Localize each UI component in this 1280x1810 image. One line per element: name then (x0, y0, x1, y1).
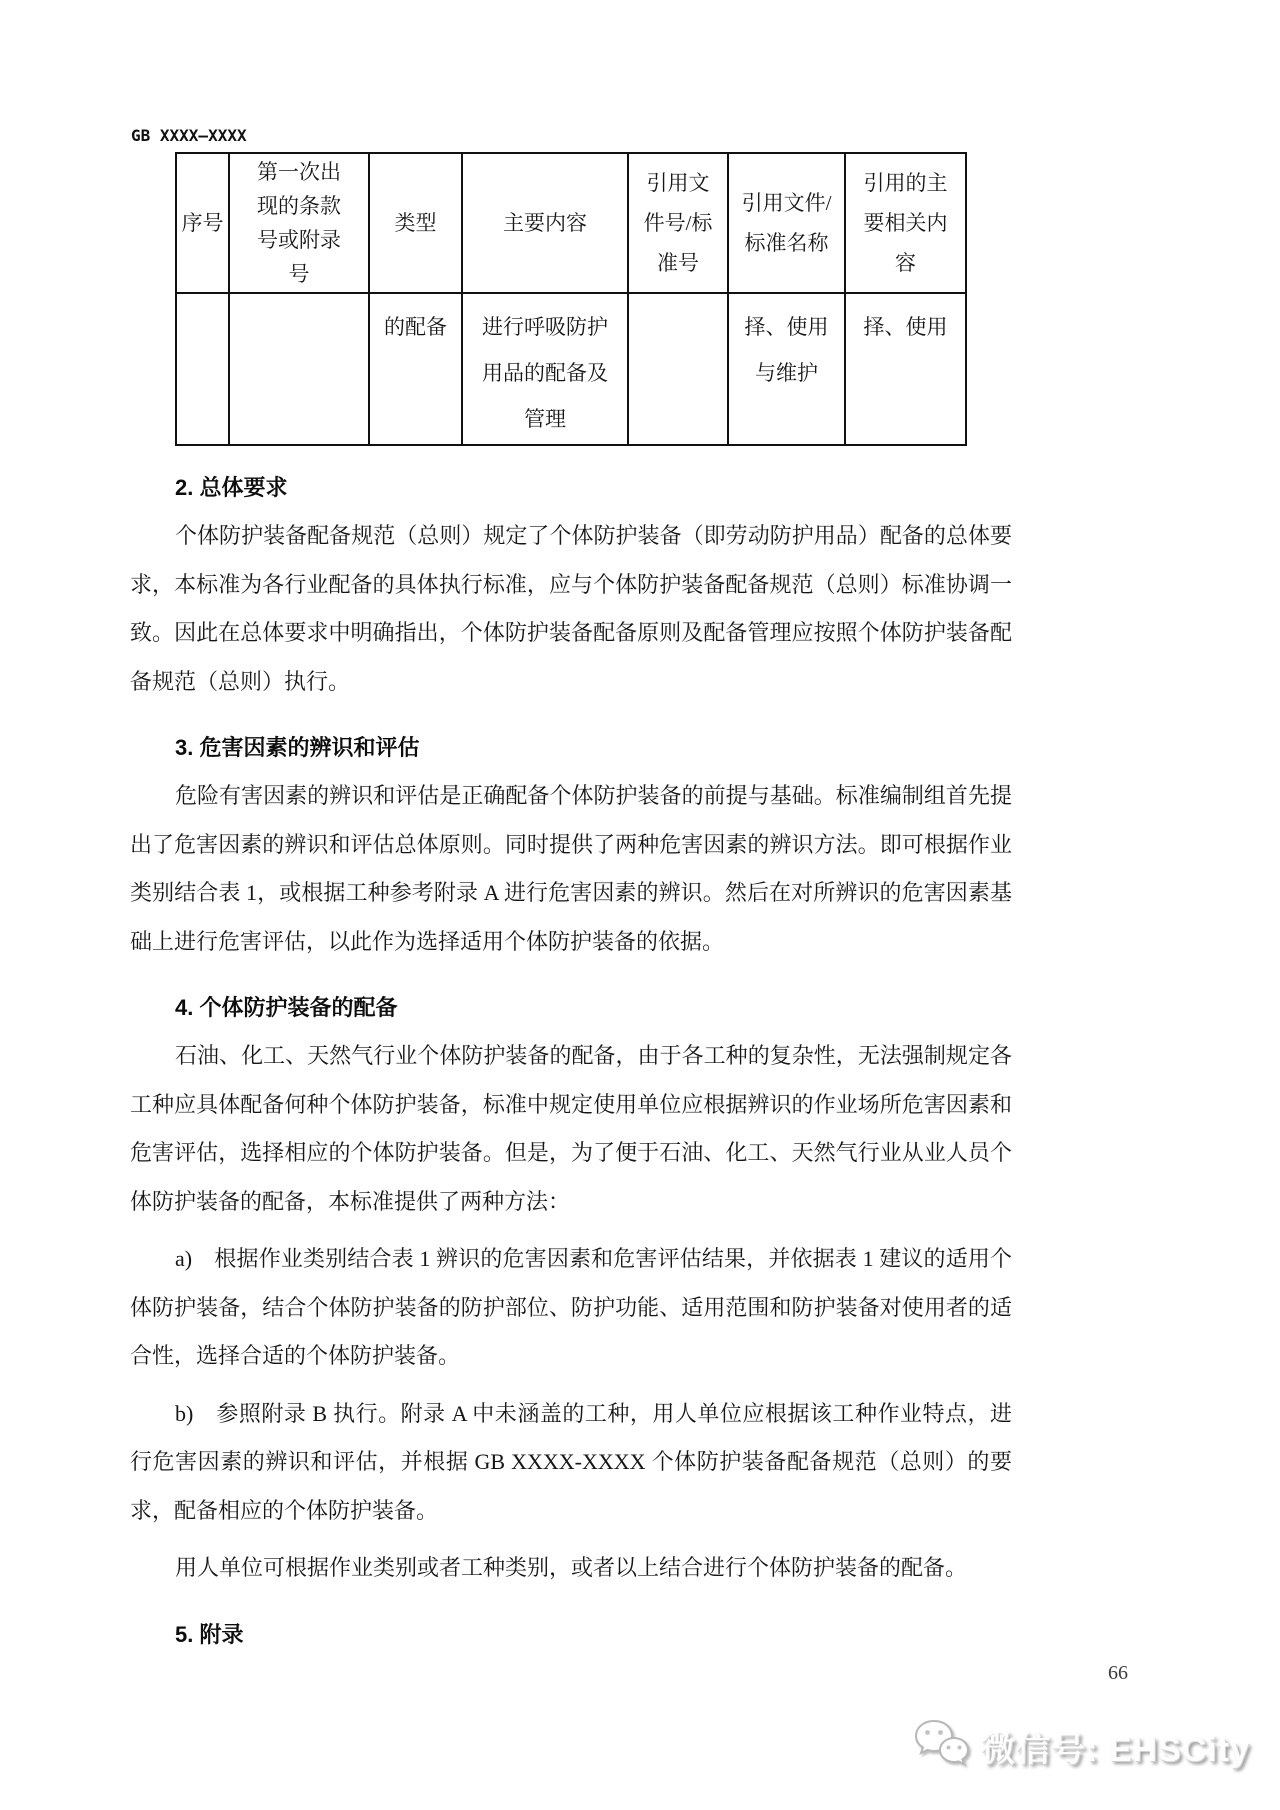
col-header-doc-name: 引用文件/标准名称 (728, 153, 845, 293)
col-header-doc-number: 引用文件号/标准号 (628, 153, 728, 293)
cell-related-content: 择、使用 (845, 293, 966, 445)
page-number: 66 (1108, 1662, 1128, 1684)
wechat-icon (913, 1718, 971, 1775)
section-2-paragraph: 个体防护装备配备规范（总则）规定了个体防护装备（即劳动防护用品）配备的总体要求，本标准为各行业配备的具体执行标准，应与个体防护装备配备规范（总则）标准协调一致。因此在总体要求中明确指出，个体防护装备配备原则及配备管理应按照个体防护装备配备规范（总则）执行。 (130, 523, 1012, 694)
section-2-heading: 2. 总体要求 (175, 475, 288, 500)
reference-table (175, 152, 967, 446)
cell-doc-number (628, 293, 728, 445)
col-header-related-content: 引用的主要相关内容 (845, 153, 966, 293)
col-header-index: 序号 (176, 153, 229, 293)
table-header-row (176, 153, 966, 293)
section-5-heading: 5. 附录 (175, 1621, 244, 1647)
cell-doc-name: 择、使用与维护 (728, 293, 845, 445)
wechat-watermark (913, 1718, 1250, 1775)
cell-index (176, 293, 229, 445)
cell-type: 的配备 (369, 293, 462, 445)
standard-number-header: GB XXXX—XXXX (131, 126, 247, 145)
section-3-paragraph: 危险有害因素的辨识和评估是正确配备个体防护装备的前提与基础。标准编制组首先提出了危害因素的辨识和评估总体原则。同时提供了两种危害因素的辨识方法。即可根据作业类别结合表 1，或根据工种参考附录 A 进行危害因素的辨识。然后在对所辨识的危害因素基础上进行危害评估，以此作为选择适用个体防护装备的依据。 (130, 783, 1012, 954)
cell-main-content: 进行呼吸防护用品的配备及管理 (462, 293, 628, 445)
section-3-heading: 3. 危害因素的辨识和评估 (175, 735, 420, 760)
cell-clause-number (229, 293, 369, 445)
section-4-item-a: a) 根据作业类别结合表 1 辨识的危害因素和危害评估结果，并依据表 1 建议的适用个体防护装备，结合个体防护装备的防护部位、防护功能、适用范围和防护装备对使用者的适合性，选择合适的个体防护装备。 (130, 1246, 1012, 1368)
col-header-main-content: 主要内容 (462, 153, 628, 293)
table-data-row (176, 293, 966, 445)
section-4-paragraph-intro: 石油、化工、天然气行业个体防护装备的配备，由于各工种的复杂性，无法强制规定各工种应具体配备何种个体防护装备，标准中规定使用单位应根据辨识的作业场所危害因素和危害评估，选择相应的个体防护装备。但是，为了便于石油、化工、天然气行业从业人员个体防护装备的配备，本标准提供了两种方法： (130, 1043, 1012, 1214)
page-content (130, 152, 1012, 1659)
col-header-type: 类型 (369, 153, 462, 293)
section-4-heading: 4. 个体防护装备的配备 (175, 995, 398, 1020)
col-header-clause-number: 第一次出现的条款号或附录号 (229, 153, 369, 293)
section-4-item-b: b) 参照附录 B 执行。附录 A 中未涵盖的工种，用人单位应根据该工种作业特点，进行危害因素的辨识和评估，并根据 GB XXXX-XXXX 个体防护装备配备规范（总则）的要求，配备相应的个体防护装备。 (130, 1400, 1012, 1523)
section-4-paragraph-closing: 用人单位可根据作业类别或者工种类别，或者以上结合进行个体防护装备的配备。 (175, 1555, 968, 1580)
watermark-text: 微信号: EHSCity (981, 1731, 1250, 1769)
